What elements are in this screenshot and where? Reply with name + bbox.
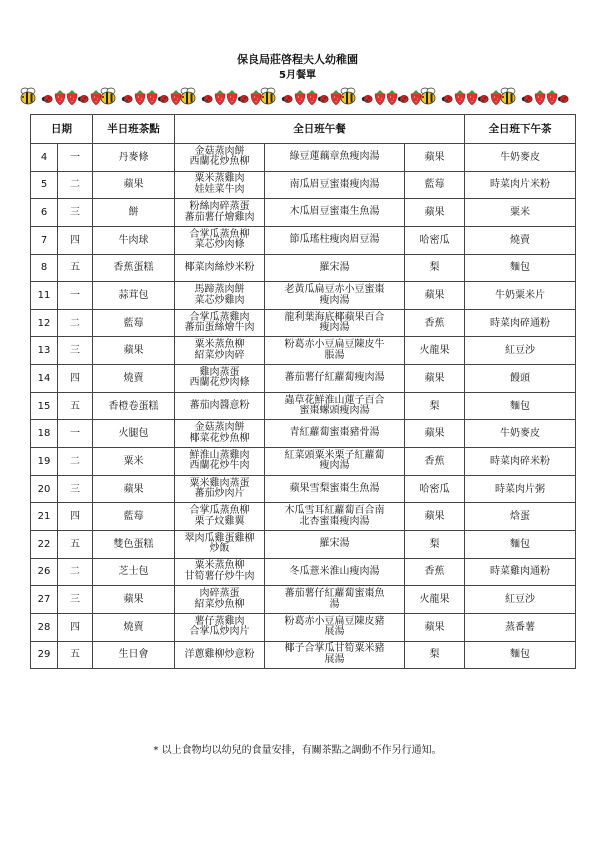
half-day-snack-cell: 藍莓 xyxy=(93,503,175,531)
weekday-cell: 五 xyxy=(58,641,93,669)
strawberry-icon xyxy=(455,90,465,105)
lunch-dish-cell: 粟米雞肉蒸蛋 蕃茄炒肉片 xyxy=(175,475,265,503)
date-cell: 7 xyxy=(31,226,58,254)
weekday-cell: 二 xyxy=(58,309,93,337)
lunch-dish-cell: 合掌瓜蒸雞肉 蕃茄蛋絲燴牛肉 xyxy=(175,309,265,337)
half-day-snack-cell: 蘋果 xyxy=(93,475,175,503)
soup-cell: 蕃茄薯仔紅蘿蔔蜜棗魚 湯 xyxy=(265,586,405,614)
ladybug-icon xyxy=(282,95,292,102)
half-day-snack-cell: 香橙卷蛋糕 xyxy=(93,392,175,420)
menu-body xyxy=(31,144,576,669)
table-row xyxy=(31,420,576,448)
fruit-cell: 藍莓 xyxy=(405,171,465,199)
soup-cell: 綠豆蓮藕章魚瘦肉湯 xyxy=(265,144,405,172)
menu-table xyxy=(30,114,576,669)
fruit-cell: 哈密瓜 xyxy=(405,226,465,254)
strawberry-icon xyxy=(55,90,65,105)
soup-cell: 冬瓜薏米淮山瘦肉湯 xyxy=(265,558,405,586)
weekday-cell: 二 xyxy=(58,448,93,476)
lunch-dish-cell: 粉絲肉碎蒸蛋 蕃茄薯仔燴雞肉 xyxy=(175,199,265,227)
lunch-dish-cell: 肉碎蒸蛋 紹菜炒魚柳 xyxy=(175,586,265,614)
table-row xyxy=(31,309,576,337)
weekday-cell: 二 xyxy=(58,171,93,199)
table-row xyxy=(31,171,576,199)
afternoon-snack-cell: 焓蛋 xyxy=(465,503,576,531)
header-afternoon-snack: 全日班下午茶 xyxy=(465,115,576,144)
lunch-dish-cell: 翠肉瓜雞蛋雞柳 炒飯 xyxy=(175,530,265,558)
soup-cell: 蕃茄薯仔紅蘿蔔瘦肉湯 xyxy=(265,365,405,393)
strawberry-icon xyxy=(467,90,477,105)
bee-icon xyxy=(21,88,35,104)
afternoon-snack-cell: 麵包 xyxy=(465,641,576,669)
afternoon-snack-cell: 牛奶麥皮 xyxy=(465,144,576,172)
half-day-snack-cell: 丹麥條 xyxy=(93,144,175,172)
half-day-snack-cell: 蒜茸包 xyxy=(93,282,175,310)
afternoon-snack-cell: 時菜肉片粥 xyxy=(465,475,576,503)
strawberry-icon xyxy=(375,90,385,105)
table-row xyxy=(31,503,576,531)
afternoon-snack-cell: 時菜肉碎米粉 xyxy=(465,448,576,476)
date-cell: 20 xyxy=(31,475,58,503)
table-row xyxy=(31,586,576,614)
strawberry-icon xyxy=(535,90,545,105)
fruit-cell: 蘋果 xyxy=(405,282,465,310)
date-cell: 8 xyxy=(31,254,58,282)
lunch-dish-cell: 雞肉蒸蛋 西蘭花炒肉條 xyxy=(175,365,265,393)
fruit-cell: 梨 xyxy=(405,530,465,558)
soup-cell: 木瓜雪耳紅蘿蔔百合南 北杏蜜棗瘦肉湯 xyxy=(265,503,405,531)
strawberry-icon xyxy=(387,90,397,105)
header-full-day-lunch: 全日班午餐 xyxy=(175,115,465,144)
ladybug-icon xyxy=(158,95,168,102)
ladybug-icon xyxy=(202,95,212,102)
bee-icon xyxy=(261,88,275,104)
soup-cell: 紅菜頭粟米栗子紅蘿蔔 瘦肉湯 xyxy=(265,448,405,476)
strawberry-icon xyxy=(215,90,225,105)
ladybug-icon xyxy=(318,95,328,102)
weekday-cell: 一 xyxy=(58,420,93,448)
lunch-dish-cell: 合掌瓜蒸魚柳 菜芯炒肉條 xyxy=(175,226,265,254)
afternoon-snack-cell: 麵包 xyxy=(465,254,576,282)
weekday-cell: 五 xyxy=(58,530,93,558)
table-row xyxy=(31,282,576,310)
strawberry-icon xyxy=(331,90,341,105)
date-cell: 28 xyxy=(31,613,58,641)
date-cell: 6 xyxy=(31,199,58,227)
date-cell: 18 xyxy=(31,420,58,448)
lunch-dish-cell: 鮮淮山蒸雞肉 西蘭花炒牛肉 xyxy=(175,448,265,476)
weekday-cell: 五 xyxy=(58,254,93,282)
header-half-day-snack: 半日班茶點 xyxy=(93,115,175,144)
lunch-dish-cell: 薯仔蒸雞肉 合掌瓜炒肉片 xyxy=(175,613,265,641)
strawberry-icon xyxy=(251,90,261,105)
ladybug-icon xyxy=(78,95,88,102)
afternoon-snack-cell: 時菜雞肉通粉 xyxy=(465,558,576,586)
weekday-cell: 四 xyxy=(58,503,93,531)
afternoon-snack-cell: 粟米 xyxy=(465,199,576,227)
bee-icon xyxy=(101,88,115,104)
half-day-snack-cell: 粟米 xyxy=(93,448,175,476)
afternoon-snack-cell: 時菜肉碎通粉 xyxy=(465,309,576,337)
soup-cell: 蘋果雪梨蜜棗生魚湯 xyxy=(265,475,405,503)
table-row xyxy=(31,530,576,558)
soup-cell: 粉葛赤小豆扁豆陳皮牛 脹湯 xyxy=(265,337,405,365)
date-cell: 5 xyxy=(31,171,58,199)
soup-cell: 蟲草花鮮淮山蓮子百合 蜜棗螺頭瘦肉湯 xyxy=(265,392,405,420)
ladybug-icon xyxy=(442,95,452,102)
afternoon-snack-cell: 牛奶麥皮 xyxy=(465,420,576,448)
decorative-border xyxy=(18,85,580,107)
fruit-cell: 蘋果 xyxy=(405,199,465,227)
date-cell: 22 xyxy=(31,530,58,558)
afternoon-snack-cell: 牛奶粟米片 xyxy=(465,282,576,310)
table-row xyxy=(31,475,576,503)
fruit-cell: 蘋果 xyxy=(405,503,465,531)
date-cell: 29 xyxy=(31,641,58,669)
fruit-cell: 蘋果 xyxy=(405,144,465,172)
afternoon-snack-cell: 紅豆沙 xyxy=(465,337,576,365)
lunch-dish-cell: 椰菜肉絲炒米粉 xyxy=(175,254,265,282)
fruit-cell: 蘋果 xyxy=(405,365,465,393)
lunch-dish-cell: 蕃茄肉醬意粉 xyxy=(175,392,265,420)
date-cell: 14 xyxy=(31,365,58,393)
strawberry-icon xyxy=(91,90,101,105)
date-cell: 11 xyxy=(31,282,58,310)
date-cell: 12 xyxy=(31,309,58,337)
fruit-cell: 香蕉 xyxy=(405,309,465,337)
afternoon-snack-cell: 蒸番薯 xyxy=(465,613,576,641)
fruit-cell: 梨 xyxy=(405,392,465,420)
table-row xyxy=(31,144,576,172)
fruit-cell: 梨 xyxy=(405,254,465,282)
strawberry-icon xyxy=(547,90,557,105)
strawberry-icon xyxy=(67,90,77,105)
afternoon-snack-cell: 饅頭 xyxy=(465,365,576,393)
table-row xyxy=(31,365,576,393)
strawberry-icon xyxy=(295,90,305,105)
date-cell: 21 xyxy=(31,503,58,531)
lunch-dish-cell: 金菇蒸肉餅 椰菜花炒魚柳 xyxy=(175,420,265,448)
soup-cell: 木瓜眉豆蜜棗生魚湯 xyxy=(265,199,405,227)
afternoon-snack-cell: 麵包 xyxy=(465,530,576,558)
table-row xyxy=(31,392,576,420)
lunch-dish-cell: 合掌瓜蒸魚柳 栗子炆雞翼 xyxy=(175,503,265,531)
half-day-snack-cell: 牛肉球 xyxy=(93,226,175,254)
bee-icon xyxy=(421,88,435,104)
date-cell: 27 xyxy=(31,586,58,614)
lunch-dish-cell: 洋蔥雞柳炒意粉 xyxy=(175,641,265,669)
weekday-cell: 四 xyxy=(58,226,93,254)
date-cell: 15 xyxy=(31,392,58,420)
table-row xyxy=(31,226,576,254)
bee-icon xyxy=(181,88,195,104)
fruit-cell: 蘋果 xyxy=(405,420,465,448)
table-row xyxy=(31,199,576,227)
fruit-cell: 香蕉 xyxy=(405,448,465,476)
half-day-snack-cell: 燒賣 xyxy=(93,365,175,393)
ladybug-icon xyxy=(398,95,408,102)
weekday-cell: 二 xyxy=(58,558,93,586)
weekday-cell: 四 xyxy=(58,613,93,641)
soup-cell: 椰子合掌瓜甘筍粟米豬 展湯 xyxy=(265,641,405,669)
lunch-dish-cell: 馬蹄蒸肉餅 菜芯炒雞肉 xyxy=(175,282,265,310)
strawberry-icon xyxy=(227,90,237,105)
fruit-cell: 火龍果 xyxy=(405,586,465,614)
soup-cell: 粉葛赤小豆扁豆陳皮豬 展湯 xyxy=(265,613,405,641)
soup-cell: 龍利葉海底椰蘋果百合 瘦肉湯 xyxy=(265,309,405,337)
fruit-cell: 火龍果 xyxy=(405,337,465,365)
fruit-cell: 香蕉 xyxy=(405,558,465,586)
strawberry-icon xyxy=(171,90,181,105)
fruit-cell: 梨 xyxy=(405,641,465,669)
fruit-cell: 哈密瓜 xyxy=(405,475,465,503)
afternoon-snack-cell: 時菜肉片米粉 xyxy=(465,171,576,199)
date-cell: 4 xyxy=(31,144,58,172)
strawberry-icon xyxy=(135,90,145,105)
table-row xyxy=(31,641,576,669)
afternoon-snack-cell: 麵包 xyxy=(465,392,576,420)
soup-cell: 青紅蘿蔔蜜棗豬骨湯 xyxy=(265,420,405,448)
weekday-cell: 五 xyxy=(58,392,93,420)
half-day-snack-cell: 蘋果 xyxy=(93,586,175,614)
date-cell: 13 xyxy=(31,337,58,365)
bee-icon xyxy=(501,88,515,104)
half-day-snack-cell: 蘋果 xyxy=(93,337,175,365)
half-day-snack-cell: 火腿包 xyxy=(93,420,175,448)
ladybug-icon xyxy=(362,95,372,102)
menu-title: 5月餐單 xyxy=(279,70,316,81)
half-day-snack-cell: 雙色蛋糕 xyxy=(93,530,175,558)
strawberry-icon xyxy=(307,90,317,105)
date-cell: 26 xyxy=(31,558,58,586)
bee-icon xyxy=(341,88,355,104)
table-row xyxy=(31,448,576,476)
header-date: 日期 xyxy=(31,115,93,144)
half-day-snack-cell: 餅 xyxy=(93,199,175,227)
soup-cell: 羅宋湯 xyxy=(265,530,405,558)
footnote: * 以上食物均以幼兒的食量安排，有關茶點之調動不作另行通知。 xyxy=(153,745,442,756)
soup-cell: 羅宋湯 xyxy=(265,254,405,282)
ladybug-icon xyxy=(522,95,532,102)
weekday-cell: 三 xyxy=(58,199,93,227)
table-row xyxy=(31,254,576,282)
ladybug-icon xyxy=(122,95,132,102)
soup-cell: 老黃瓜扁豆赤小豆蜜棗 瘦肉湯 xyxy=(265,282,405,310)
table-row xyxy=(31,613,576,641)
half-day-snack-cell: 蘋果 xyxy=(93,171,175,199)
ladybug-icon xyxy=(478,95,488,102)
strawberry-icon xyxy=(147,90,157,105)
soup-cell: 節瓜瑤柱瘦肉眉豆湯 xyxy=(265,226,405,254)
ladybug-icon xyxy=(238,95,248,102)
half-day-snack-cell: 生日會 xyxy=(93,641,175,669)
weekday-cell: 一 xyxy=(58,144,93,172)
weekday-cell: 三 xyxy=(58,337,93,365)
afternoon-snack-cell: 燒賣 xyxy=(465,226,576,254)
date-cell: 19 xyxy=(31,448,58,476)
half-day-snack-cell: 藍莓 xyxy=(93,309,175,337)
weekday-cell: 三 xyxy=(58,475,93,503)
strawberry-icon xyxy=(491,90,501,105)
fruit-cell: 蘋果 xyxy=(405,613,465,641)
weekday-cell: 一 xyxy=(58,282,93,310)
afternoon-snack-cell: 紅豆沙 xyxy=(465,586,576,614)
strawberry-icon xyxy=(411,90,421,105)
ladybug-icon xyxy=(42,95,52,102)
school-name: 保良局莊啓程夫人幼稚園 xyxy=(237,53,358,66)
lunch-dish-cell: 粟米蒸魚柳 紹菜炒肉碎 xyxy=(175,337,265,365)
half-day-snack-cell: 燒賣 xyxy=(93,613,175,641)
soup-cell: 南瓜眉豆蜜棗瘦肉湯 xyxy=(265,171,405,199)
lunch-dish-cell: 粟米蒸雞肉 娃娃菜牛肉 xyxy=(175,171,265,199)
table-row xyxy=(31,558,576,586)
weekday-cell: 三 xyxy=(58,586,93,614)
lunch-dish-cell: 金菇蒸肉餅 西蘭花炒魚柳 xyxy=(175,144,265,172)
ladybug-icon xyxy=(558,95,568,102)
half-day-snack-cell: 芝士包 xyxy=(93,558,175,586)
half-day-snack-cell: 香蕉蛋糕 xyxy=(93,254,175,282)
weekday-cell: 四 xyxy=(58,365,93,393)
table-row xyxy=(31,337,576,365)
lunch-dish-cell: 粟米蒸魚柳 甘筍薯仔炒牛肉 xyxy=(175,558,265,586)
table-header-row xyxy=(31,115,576,144)
